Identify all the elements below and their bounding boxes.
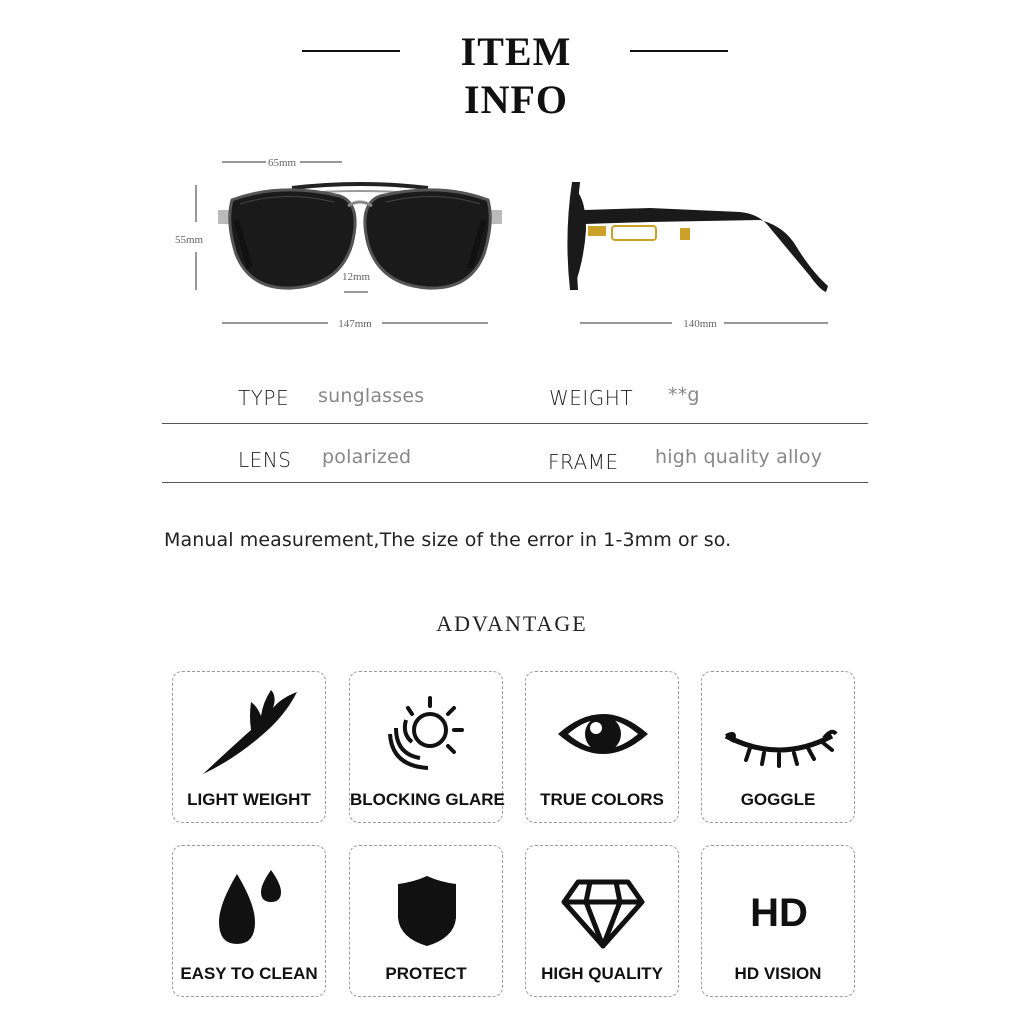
feature-label: TRUE COLORS — [540, 790, 664, 809]
front-view-image — [175, 157, 502, 330]
dim-frame-width: 147mm — [338, 318, 372, 330]
feature-label: LIGHT WEIGHT — [187, 790, 311, 809]
feature-card-hd-vision — [701, 845, 855, 997]
spec-divider — [162, 482, 868, 483]
dim-temple-length: 140mm — [683, 318, 717, 330]
feature-label: PROTECT — [385, 964, 467, 983]
feature-card-protect — [349, 845, 503, 997]
spec-weight-value: **g — [668, 384, 700, 406]
spec-weight-label: WEIGHT — [549, 386, 634, 410]
product-dimension-figure — [175, 140, 860, 340]
spec-divider — [162, 423, 868, 424]
spec-type-label: TYPE — [238, 386, 290, 410]
header-rule-right — [630, 50, 728, 52]
feature-card-easy-to-clean — [172, 845, 326, 997]
dim-bridge: 12mm — [341, 271, 371, 283]
spec-lens-value: polarized — [322, 446, 412, 468]
feature-card-true-colors — [525, 671, 679, 823]
spec-type-value: sunglasses — [318, 385, 425, 407]
feature-label: EASY TO CLEAN — [180, 964, 318, 983]
hd-icon-text: HD — [750, 891, 808, 935]
feature-label: GOGGLE — [740, 790, 816, 809]
feature-card-high-quality — [525, 845, 679, 997]
feature-label: HD VISION — [734, 964, 822, 983]
feature-card-goggle — [701, 671, 855, 823]
feature-label: HIGH QUALITY — [541, 964, 663, 983]
spec-frame-value: high quality alloy — [655, 446, 823, 468]
dim-lens-width: 65mm — [267, 157, 297, 169]
spec-frame-label: FRAME — [548, 450, 619, 474]
spec-lens-label: LENS — [238, 448, 292, 472]
feature-card-light-weight — [172, 671, 326, 823]
feature-label: BLOCKING GLARE — [350, 790, 505, 809]
page-title: ITEM INFO — [460, 29, 572, 122]
dim-lens-height: 55mm — [175, 234, 204, 246]
measurement-note: Manual measurement,The size of the error in 1-3mm or so. — [164, 529, 732, 551]
side-view-image — [567, 182, 828, 330]
advantage-title: ADVANTAGE — [436, 611, 588, 636]
feature-card-blocking-glare — [349, 671, 503, 823]
header-rule-left — [302, 50, 400, 52]
